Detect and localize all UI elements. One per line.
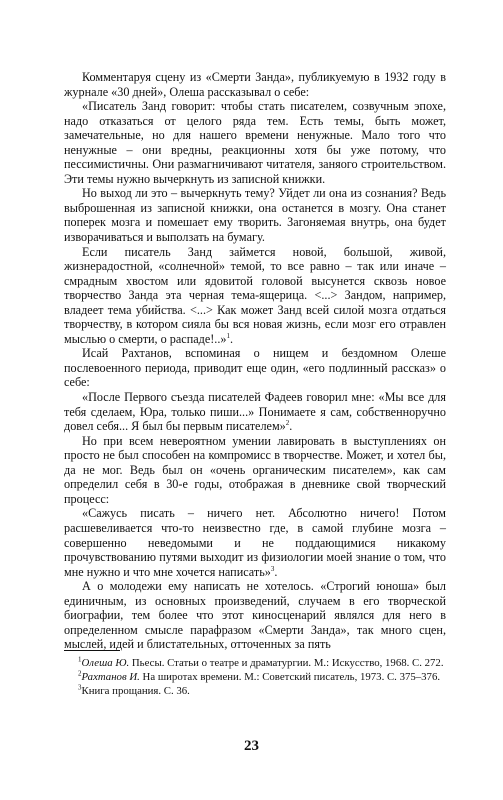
footnote-text: Книга прощания. С. 36. — [81, 684, 190, 697]
page-number: 23 — [244, 738, 259, 754]
paragraph: Но выход ли это – вычеркнуть тему? Уйдет ли она из сознания? Ведь выброшенная из записной книжки, она останется в мозгу. Она станет поперек мозга и помешает ему творить. Загоняемая внутрь, она будет изворачиваться и выползать на бумагу. — [64, 186, 446, 245]
paragraph-text: Если писатель Занд займется новой, большой, живой, жизнерадостной, «солнечной» темой, то все равно – так или иначе – смрадным хвостом или ядовитой головой высунется сквозь новое творчество Занда эта черная тема-ящерица. <...> Зандом, например, владеет тема убийства. <...> Как может Занд всей силой мозга отдаться творчеству, в котором сияла бы вся новая жизнь, если мозг его отравлен мыслью о смерти, о распаде!..» — [64, 244, 446, 346]
footnote — [64, 671, 446, 685]
paragraph: А о молодежи ему написать не хотелось. «Строгий юноша» был единичным, из основных произведений, случаем в его творческой биографии, тем более что этот киносценарий являлся для него в определенном смысле парафразом «Смерти Занда», так много сцен, мыслей, идей и блистательных, отточенных за пять — [64, 579, 446, 652]
footnote-number: 1 — [78, 655, 82, 664]
footnote-mark: 3 — [270, 564, 275, 573]
footnote-mark: 1 — [226, 331, 230, 340]
paragraph-text: «После Первого съезда писателей Фадеев говорил мне: «Мы все для тебя сделаем, Юра, только пиши...» Понимаете я сам, собственноручно довел себя... Я был бы первым писателем» — [64, 390, 446, 434]
footnote-author: Рахтанов И. — [81, 670, 140, 683]
paragraph: Комментаруя сцену из «Смерти Занда», публикуемую в 1932 году в журнале «30 дней», Олеша рассказывал о себе: — [64, 70, 446, 99]
paragraph: «Сажусь писать – ничего нет. Абсолютно ничего! Потом расшевеливается что-то неизвестно где, в самой глубине мозга – совершенно неведомыми и не поддающимися никакому прочувствованию путями выходит из физиологии моей знание о том, что мне нужно и что мне хочется написать»$^3$. — [64, 506, 446, 579]
main-text — [64, 70, 446, 652]
footnote-text: На широтах времени. М.: Советский писатель, 1973. С. 375–376. — [142, 670, 441, 683]
footnote-number: 2 — [78, 669, 82, 678]
paragraph-text: «Сажусь писать – ничего нет. Абсолютно ничего! Потом расшевеливается что-то неизвестно где, в самой глубине мозга – совершенно неведомыми и не поддающимися никакому прочувствованию путями выходит из физиологии моей знание о том, что мне нужно и что мне хочется написать» — [64, 506, 446, 579]
footnote-mark: 2 — [285, 419, 290, 428]
paragraph: «После Первого съезда писателей Фадеев говорил мне: «Мы все для тебя сделаем, Юра, только пиши...» Понимаете я сам, собственноручно довел себя... Я был бы первым писателем»$^2$. — [64, 390, 446, 434]
footnote — [64, 657, 446, 671]
footnotes — [64, 657, 446, 698]
footnote-text: Пьесы. Статьи о театре и драматургии. М.: Искусство, 1968. С. 272. — [131, 657, 444, 669]
footnote-divider — [64, 650, 120, 651]
paragraph: Но при всем невероятном умении лавировать в выступлениях он просто не был способен на компромисс в творчестве. Может, и хотел бы, да не мог. Ведь был он «очень органическим писателем», как сам определил себя в 30-е годы, отображая в дневнике свой творческий процесс: — [64, 433, 446, 506]
paragraph: «Писатель Занд говорит: чтобы стать писателем, созвучным эпохе, надо отказаться от целого ряда тем. Есть темы, быть может, замечательные, но для нашего времени ненужные. Мало того что ненужные – они вредны, реакционны хотя бы уже потому, что пессимистичны. Они размагничивают читателя, заняого строительством. Эти темы нужно вычеркнуть из записной книжки. — [64, 99, 446, 186]
paragraph: Исай Рахтанов, вспоминая о нищем и бездомном Олеше послевоенного периода, приводит еще один, «его подлинный рассказ» о себе: — [64, 346, 446, 390]
footnote — [64, 685, 446, 699]
footnote-author: Олеша Ю. — [81, 657, 130, 669]
footnote-number: 3 — [78, 683, 82, 691]
paragraph: Если писатель Занд займется новой, большой, живой, жизнерадостной, «солнечной» темой, то все равно – так или иначе – смрадным хвостом или ядовитой головой высунется сквозь новое творчество Занда эта черная тема-ящерица. <...> Зандом, например, владеет тема убийства. <...> Как может Занд всей силой мозга отдаться творчеству, в котором сияла бы вся новая жизнь, если мозг его отравлен мыслью о смерти, о распаде!..»$^1$. — [64, 244, 446, 346]
